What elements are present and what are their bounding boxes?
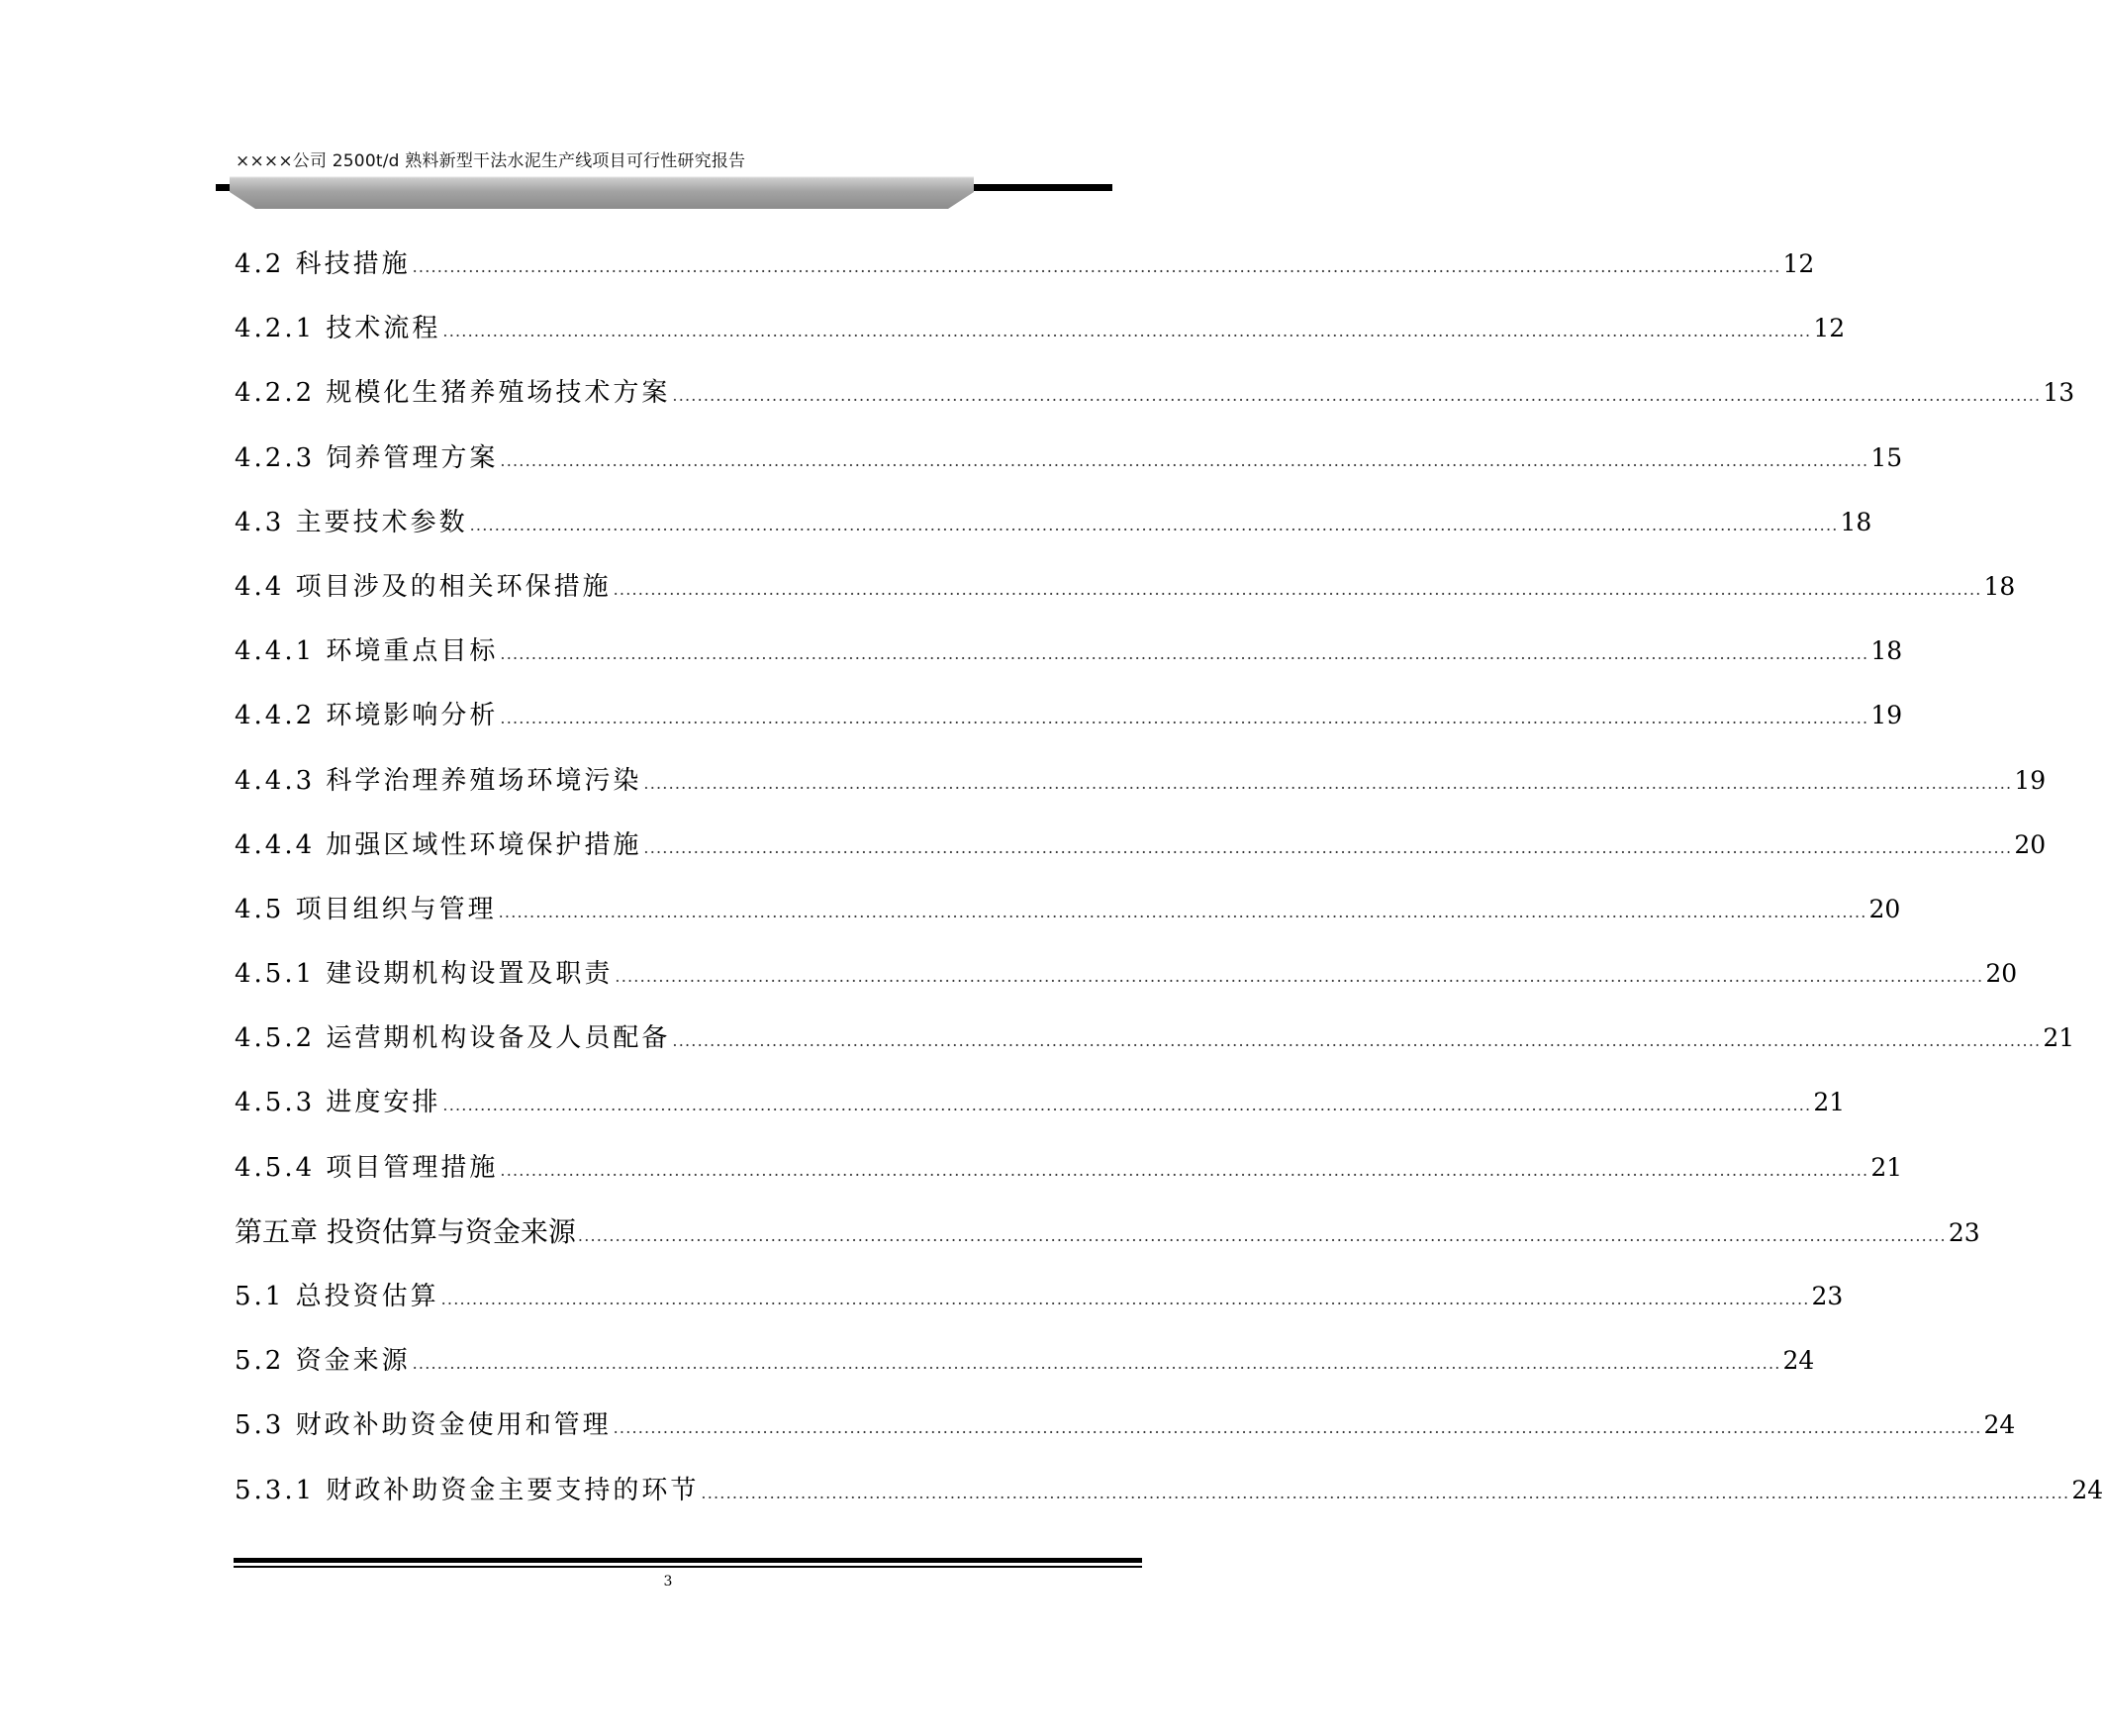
toc-entry[interactable] <box>235 1471 2103 1535</box>
toc-dot-leader: ............................................................................................................................................................................................................................ <box>442 1096 1812 1115</box>
toc-entry-page: 13 <box>2043 378 2075 408</box>
toc-dot-leader: ............................................................................................................................................................................................................................ <box>469 515 1839 534</box>
toc-entry-title: 4.2.2 规模化生猪养殖场技术方案 <box>235 378 671 409</box>
toc-entry[interactable] <box>235 761 2047 825</box>
toc-entry-page: 18 <box>1840 507 1872 536</box>
toc-dot-leader: ............................................................................................................................................................................................................................ <box>500 450 1869 470</box>
toc-entry[interactable] <box>235 1277 1844 1341</box>
table-of-contents <box>235 244 2103 1535</box>
toc-dot-leader: ............................................................................................................................................................................................................................ <box>440 1290 1810 1308</box>
toc-entry[interactable] <box>235 1341 1815 1405</box>
toc-chapter-entry[interactable] <box>235 1212 1980 1277</box>
toc-dot-leader: ............................................................................................................................................................................................................................ <box>672 1031 2042 1051</box>
toc-entry-page: 20 <box>2014 829 2047 859</box>
toc-entry-page: 23 <box>1811 1282 1844 1310</box>
toc-entry-page: 23 <box>1948 1217 1980 1247</box>
toc-entry[interactable] <box>235 567 2016 631</box>
toc-entry-title: 4.2 科技措施 <box>235 249 411 279</box>
toc-dot-leader: ............................................................................................................................................................................................................................ <box>643 837 2013 857</box>
toc-entry-page: 15 <box>1870 442 1903 472</box>
toc-dot-leader: ............................................................................................................................................................................................................................ <box>615 967 1984 987</box>
toc-entry-page: 21 <box>1813 1088 1846 1117</box>
toc-entry[interactable] <box>235 244 1815 309</box>
toc-entry[interactable] <box>235 954 2018 1018</box>
footer-rule <box>234 1558 1142 1563</box>
toc-entry[interactable] <box>235 825 2047 890</box>
toc-entry-title: 4.2.1 技术流程 <box>235 314 441 344</box>
toc-entry-title: 4.4.2 环境影响分析 <box>235 701 499 731</box>
toc-entry[interactable] <box>235 1148 1903 1212</box>
toc-dot-leader: ............................................................................................................................................................................................................................ <box>498 902 1867 921</box>
toc-dot-leader: ............................................................................................................................................................................................................................ <box>412 257 1781 276</box>
toc-entry-page: 19 <box>2014 765 2047 795</box>
toc-entry-page: 12 <box>1813 314 1846 343</box>
toc-entry[interactable] <box>235 503 1872 567</box>
toc-entry[interactable] <box>235 309 1846 373</box>
toc-entry[interactable] <box>235 1083 1846 1147</box>
toc-entry-title: 4.4 项目涉及的相关环保措施 <box>235 571 612 602</box>
document-header-title: ××××公司 2500t/d 熟料新型干法水泥生产线项目可行性研究报告 <box>236 151 746 171</box>
toc-entry-page: 18 <box>1870 636 1903 666</box>
toc-entry-title: 4.3 主要技术参数 <box>235 507 468 537</box>
toc-entry-page: 20 <box>1985 959 2018 989</box>
toc-entry[interactable] <box>235 1405 2016 1470</box>
toc-entry[interactable] <box>235 696 1903 760</box>
toc-entry-page: 18 <box>1983 571 2016 601</box>
toc-entry-title: 4.4.3 科学治理养殖场环境污染 <box>235 765 642 796</box>
toc-entry-title: 4.5.1 建设期机构设置及职责 <box>235 959 614 990</box>
toc-entry-page: 24 <box>1983 1410 2016 1440</box>
toc-dot-leader: ............................................................................................................................................................................................................................ <box>500 709 1869 728</box>
toc-entry-page: 20 <box>1868 894 1901 923</box>
toc-dot-leader: ............................................................................................................................................................................................................................ <box>643 773 2013 793</box>
toc-dot-leader: ............................................................................................................................................................................................................................ <box>613 579 1982 599</box>
toc-entry-title: 4.2.3 饲养管理方案 <box>235 442 499 473</box>
toc-entry-page: 24 <box>1782 1346 1815 1376</box>
toc-dot-leader: ............................................................................................................................................................................................................................ <box>613 1418 1982 1438</box>
toc-dot-leader: ............................................................................................................................................................................................................................ <box>577 1225 1947 1245</box>
toc-dot-leader: ............................................................................................................................................................................................................................ <box>701 1483 2070 1502</box>
toc-entry[interactable] <box>235 438 1903 503</box>
toc-entry-title: 4.5.4 项目管理措施 <box>235 1152 499 1183</box>
toc-entry-title: 5.1 总投资估算 <box>235 1282 439 1311</box>
toc-dot-leader: ............................................................................................................................................................................................................................ <box>500 1160 1869 1180</box>
toc-entry-page: 12 <box>1782 249 1815 278</box>
toc-entry-title: 4.4.4 加强区域性环境保护措施 <box>235 829 642 860</box>
toc-dot-leader: ............................................................................................................................................................................................................................ <box>672 386 2042 406</box>
toc-dot-leader: ............................................................................................................................................................................................................................ <box>442 322 1812 341</box>
header-decorative-band <box>216 174 1112 214</box>
footer-rule-thin <box>234 1566 1142 1568</box>
toc-entry-title: 5.3 财政补助资金使用和管理 <box>235 1410 612 1441</box>
toc-dot-leader: ............................................................................................................................................................................................................................ <box>412 1354 1781 1374</box>
toc-entry-title: 4.5 项目组织与管理 <box>235 894 497 924</box>
toc-entry-title: 5.2 资金来源 <box>235 1346 411 1377</box>
toc-entry-page: 21 <box>2043 1023 2075 1053</box>
toc-dot-leader: ............................................................................................................................................................................................................................ <box>500 644 1869 664</box>
toc-entry-title: 第五章 投资估算与资金来源 <box>235 1214 576 1248</box>
toc-entry-page: 24 <box>2071 1475 2103 1504</box>
page-number: 3 <box>663 1574 673 1590</box>
toc-entry-title: 5.3.1 财政补助资金主要支持的环节 <box>235 1475 700 1505</box>
toc-entry[interactable] <box>235 890 1901 954</box>
toc-entry[interactable] <box>235 631 1903 696</box>
toc-entry-title: 4.5.2 运营期机构设备及人员配备 <box>235 1023 671 1054</box>
toc-entry-title: 4.4.1 环境重点目标 <box>235 636 499 667</box>
toc-entry-title: 4.5.3 进度安排 <box>235 1088 441 1118</box>
toc-entry[interactable] <box>235 1018 2075 1083</box>
toc-entry-page: 19 <box>1870 701 1903 730</box>
toc-entry[interactable] <box>235 373 2075 437</box>
toc-entry-page: 21 <box>1870 1152 1903 1182</box>
